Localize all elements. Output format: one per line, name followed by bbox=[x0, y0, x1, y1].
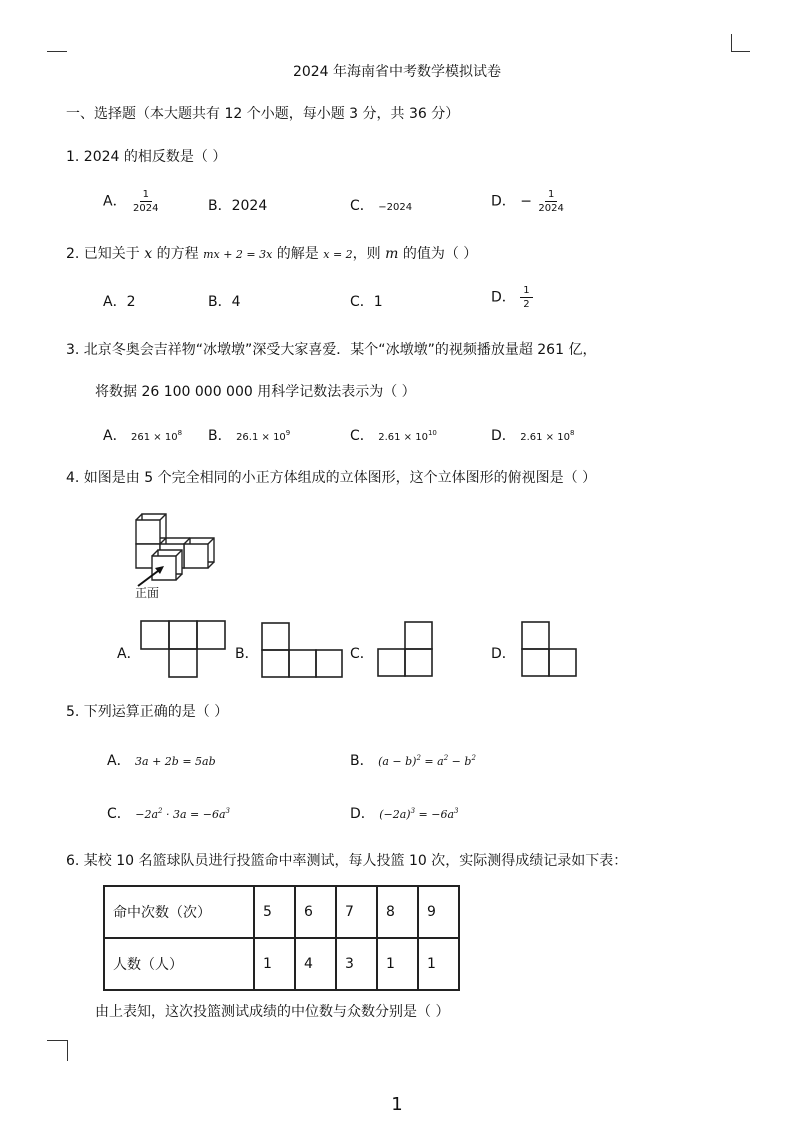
q3-c-base: 2.61 × 10 bbox=[378, 432, 428, 443]
front-view-label: 正面 bbox=[135, 586, 160, 600]
q4-option-c-label: C． bbox=[350, 646, 374, 662]
q2-text-mid2: 的解是 bbox=[272, 246, 324, 262]
q2-option-d-label: D． bbox=[491, 289, 516, 306]
q2-option-a: A．2 bbox=[103, 294, 136, 310]
question-5-stem: 5. 下列运算正确的是（ ） bbox=[66, 704, 229, 720]
q3-option-a bbox=[103, 425, 182, 445]
q2-option-b: B．4 bbox=[208, 294, 241, 310]
q5-b-part2: = a bbox=[420, 755, 444, 768]
question-4-stem: 4. 如图是由 5 个完全相同的小正方体组成的立体图形，这个立体图形的俯视图是（ ） bbox=[66, 470, 597, 486]
table-cell: 4 bbox=[295, 938, 336, 990]
q1-option-d bbox=[491, 188, 566, 215]
q5-b-exp1: 2 bbox=[416, 754, 421, 762]
table-row-header: 命中次数（次） bbox=[104, 886, 254, 938]
q1-option-a-label: A． bbox=[103, 193, 127, 210]
q5-option-c-label: C． bbox=[107, 806, 131, 822]
q2-d-numerator: 1 bbox=[520, 284, 532, 298]
q5-option-a-label: A． bbox=[107, 753, 131, 769]
q3-c-exponent: 10 bbox=[427, 429, 437, 437]
q5-d-part1: (−2a) bbox=[379, 808, 411, 821]
q5-option-d bbox=[350, 803, 459, 823]
q5-a-expression: 3a + 2b = 5ab bbox=[135, 755, 216, 768]
q3-option-b-label: B． bbox=[208, 428, 232, 444]
q2-equation: mx + 2 = 3x bbox=[203, 248, 273, 261]
q1-option-a bbox=[103, 188, 160, 215]
q1-option-d-label: D． bbox=[491, 193, 516, 210]
q5-b-expression bbox=[378, 755, 476, 768]
q3-d-base: 2.61 × 10 bbox=[520, 432, 570, 443]
table-row bbox=[104, 938, 459, 990]
q4-option-a-figure bbox=[140, 620, 226, 678]
table-cell: 9 bbox=[418, 886, 459, 938]
question-1-stem: 1. 2024 的相反数是（ ） bbox=[66, 149, 227, 165]
q2-text-post: 的值为（ ） bbox=[398, 246, 478, 262]
q1-option-d-sign: − bbox=[520, 193, 532, 210]
q2-option-d-fraction bbox=[520, 284, 532, 311]
q2-var-m: m bbox=[385, 246, 399, 262]
q2-d-denominator: 2 bbox=[523, 299, 530, 310]
crop-mark-top-right bbox=[731, 34, 750, 52]
q3-b-base: 26.1 × 10 bbox=[236, 432, 286, 443]
q3-option-d-label: D． bbox=[491, 428, 516, 444]
q1-d-denominator: 2024 bbox=[538, 203, 564, 214]
crop-mark-top-left bbox=[47, 51, 67, 52]
q3-d-exponent: 8 bbox=[569, 429, 575, 437]
table-cell: 1 bbox=[418, 938, 459, 990]
q4-option-b-label: B． bbox=[235, 646, 259, 662]
table-cell: 7 bbox=[336, 886, 377, 938]
q2-option-c: C．1 bbox=[350, 294, 383, 310]
q1-option-a-fraction bbox=[131, 188, 160, 215]
question-2-stem bbox=[66, 243, 477, 263]
q4-option-d-label: D． bbox=[491, 646, 516, 662]
q1-d-numerator: 1 bbox=[545, 188, 557, 202]
q2-text-mid1: 的方程 bbox=[152, 246, 204, 262]
q5-option-b bbox=[350, 750, 476, 770]
q1-option-c-value: −2024 bbox=[378, 202, 413, 213]
q5-d-exp2: 3 bbox=[454, 807, 459, 815]
q3-a-base: 261 × 10 bbox=[131, 432, 178, 443]
question-3-line-2: 将数据 26 100 000 000 用科学记数法表示为（ ） bbox=[95, 384, 416, 400]
q4-option-b-figure bbox=[261, 622, 343, 678]
table-cell: 5 bbox=[254, 886, 295, 938]
table-row bbox=[104, 886, 459, 938]
q3-option-c bbox=[350, 425, 437, 445]
q4-option-c-figure bbox=[377, 621, 433, 677]
question-6-stem: 6. 某校 10 名篮球队员进行投篮命中率测试，每人投篮 10 次，实际测得成绩记录如下表： bbox=[66, 853, 628, 869]
q3-option-a-label: A． bbox=[103, 428, 127, 444]
q3-a-exponent: 8 bbox=[177, 429, 183, 437]
q4-option-d-figure bbox=[521, 621, 577, 677]
crop-mark-bottom-left bbox=[47, 1040, 68, 1061]
score-table bbox=[103, 885, 460, 991]
question-6-follow-up: 由上表知，这次投篮测试成绩的中位数与众数分别是（ ） bbox=[95, 1004, 450, 1020]
q5-b-part3: − b bbox=[448, 755, 472, 768]
q2-solution: x = 2 bbox=[323, 248, 353, 261]
q5-d-expression bbox=[379, 808, 458, 821]
section-heading: 一、选择题（本大题共有 12 个小题，每小题 3 分，共 36 分） bbox=[66, 106, 460, 122]
q1-option-c bbox=[350, 195, 412, 215]
q2-var-x: x bbox=[144, 246, 153, 262]
q5-c-part2: · 3a = −6a bbox=[162, 808, 226, 821]
table-cell: 6 bbox=[295, 886, 336, 938]
q3-option-b bbox=[208, 425, 290, 445]
q5-option-c bbox=[107, 803, 230, 823]
q5-b-exp2: 2 bbox=[443, 754, 449, 762]
q5-c-exp2: 3 bbox=[225, 807, 230, 815]
page-title: 2024 年海南省中考数学模拟试卷 bbox=[292, 64, 502, 80]
q5-option-b-label: B． bbox=[350, 753, 374, 769]
q5-b-exp3: 2 bbox=[471, 754, 476, 762]
q1-a-denominator: 2024 bbox=[133, 203, 159, 214]
q5-c-exp1: 2 bbox=[158, 807, 163, 815]
table-row-header: 人数（人） bbox=[104, 938, 254, 990]
q3-option-c-label: C． bbox=[350, 428, 374, 444]
q1-a-numerator: 1 bbox=[140, 188, 152, 202]
q5-d-part2: = −6a bbox=[415, 808, 455, 821]
q3-b-exponent: 9 bbox=[285, 429, 291, 437]
q4-option-a-label: A． bbox=[117, 646, 141, 662]
table-cell: 3 bbox=[336, 938, 377, 990]
q1-option-b: B．2024 bbox=[208, 198, 268, 214]
q2-text-pre: 2. 已知关于 bbox=[66, 246, 145, 262]
table-cell: 8 bbox=[377, 886, 418, 938]
q5-b-part1: (a − b) bbox=[378, 755, 417, 768]
q2-text-mid3: ，则 bbox=[352, 246, 386, 262]
q1-option-c-label: C． bbox=[350, 198, 374, 214]
q3-option-d bbox=[491, 425, 574, 445]
q5-option-d-label: D． bbox=[350, 806, 375, 822]
q5-c-expression bbox=[135, 808, 230, 821]
table-cell: 1 bbox=[377, 938, 418, 990]
table-cell: 1 bbox=[254, 938, 295, 990]
q2-option-d bbox=[491, 284, 533, 311]
q5-option-a bbox=[107, 750, 216, 770]
page-number: 1 bbox=[391, 1094, 403, 1115]
q1-option-d-fraction bbox=[536, 188, 565, 215]
question-3-line-1: 3. 北京冬奥会吉祥物“冰墩墩”深受大家喜爱．某个“冰墩墩”的视频播放量超 261 亿， bbox=[66, 342, 597, 358]
q5-c-part1: −2a bbox=[135, 808, 159, 821]
q5-d-exp1: 3 bbox=[410, 807, 416, 815]
